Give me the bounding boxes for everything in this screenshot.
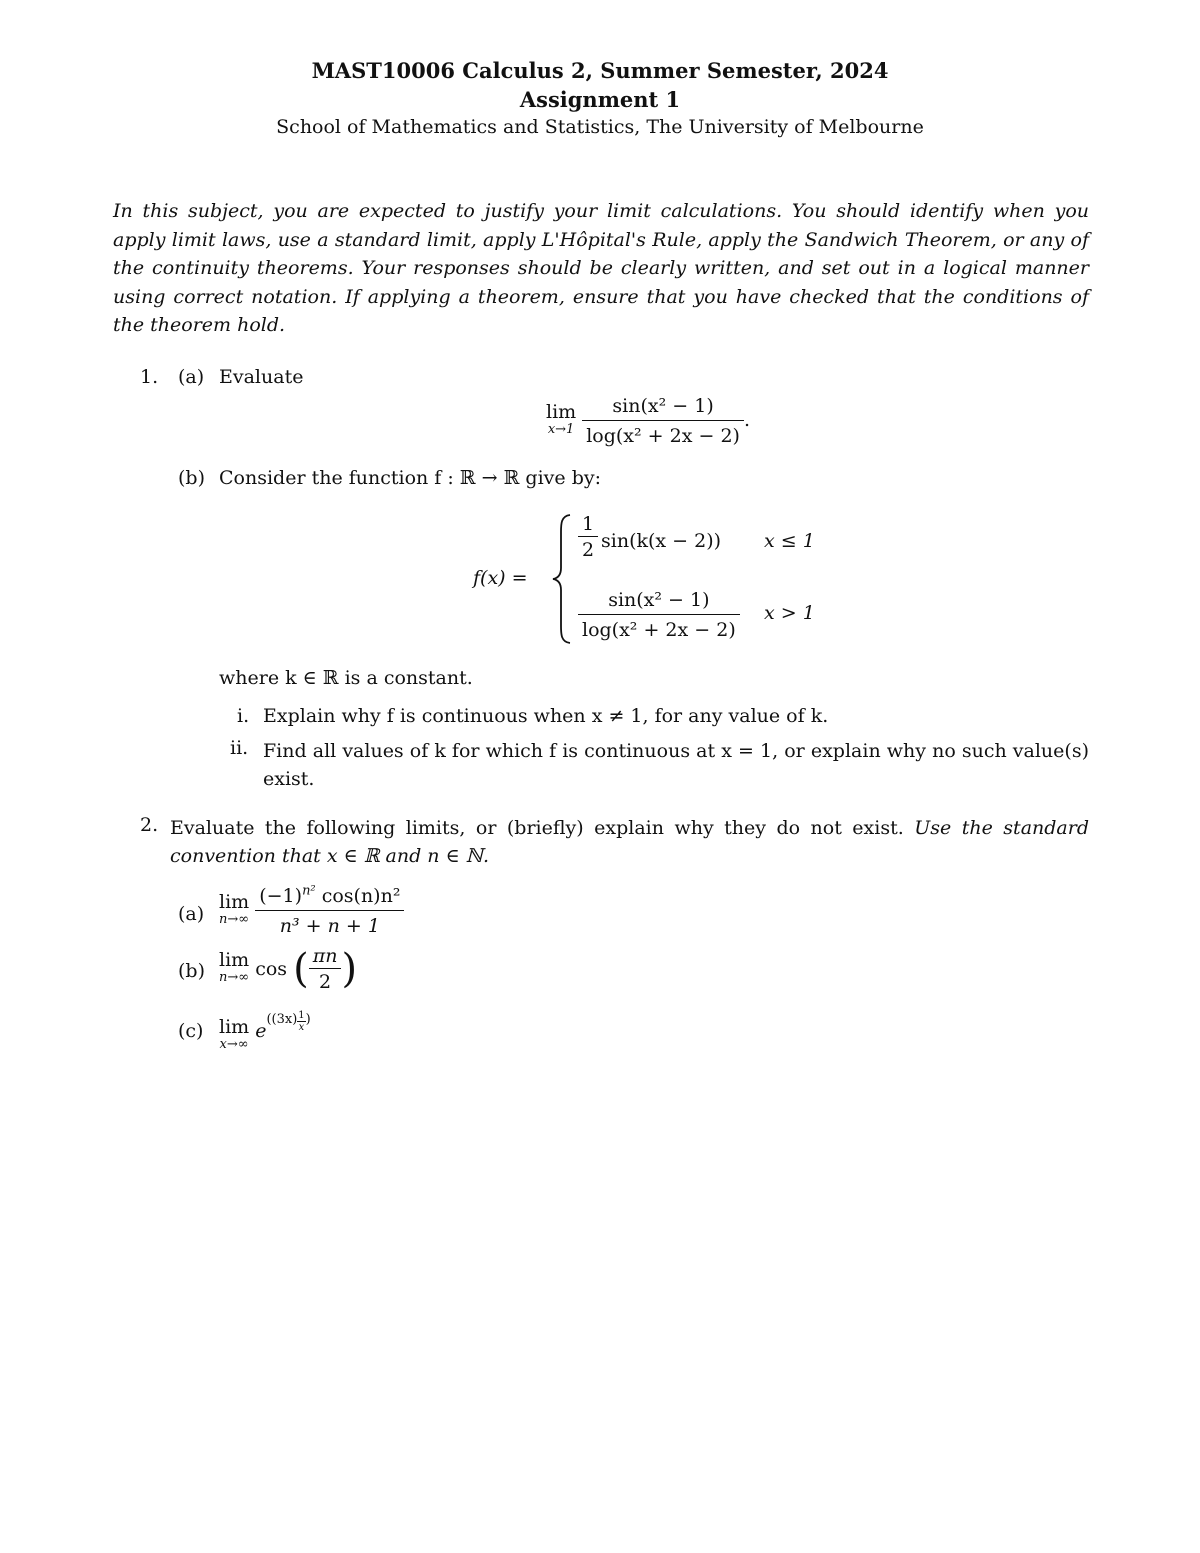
q2a-numerator-block <box>255 882 404 910</box>
q1b-brace <box>550 512 574 646</box>
q2c-exp-fraction <box>297 1010 305 1033</box>
document-title: MAST10006 Calculus 2, Summer Semester, 2024 <box>311 58 889 83</box>
q2b-denominator: 2 <box>309 968 342 994</box>
q2c-limit-expression <box>219 1012 311 1054</box>
q1b-case1-num: 1 <box>582 513 595 535</box>
q2b-lim: lim <box>219 949 250 971</box>
q2b-label: (b) <box>178 960 205 982</box>
q1a-text: Evaluate <box>219 366 304 388</box>
q1b-case2-num: sin(x² − 1) <box>608 589 710 611</box>
q1a-period: . <box>743 409 750 431</box>
q1a-limit-expression <box>546 392 750 450</box>
q2c-base: e <box>255 1020 267 1042</box>
q2a-lim: lim <box>219 891 250 913</box>
q1a-label: (a) <box>178 366 205 388</box>
document-subtitle: Assignment 1 <box>519 87 681 112</box>
q1b-text: Consider the function f : ℝ → ℝ give by: <box>219 467 601 489</box>
q2-number: 2. <box>140 814 159 836</box>
q2c-lim: lim <box>219 1016 250 1038</box>
school-name: School of Mathematics and Statistics, The University of Melbourne <box>276 116 924 138</box>
q1a-lim: lim <box>546 401 577 423</box>
q2c-label: (c) <box>178 1020 204 1042</box>
q2a-denominator: n³ + n + 1 <box>255 910 404 940</box>
q2c-exp-open: ((3x) <box>266 1012 298 1027</box>
q1-number: 1. <box>140 366 159 388</box>
q1a-numerator: sin(x² − 1) <box>612 395 714 417</box>
q2a-lim-sub: n→∞ <box>219 912 250 927</box>
q1b-case1-den: 2 <box>578 536 598 562</box>
q2c-exp-close: ) <box>305 1012 311 1027</box>
q2b-limit-expression <box>219 944 357 994</box>
q1b-label: (b) <box>178 467 205 489</box>
q2b-fraction <box>309 944 342 994</box>
q2b-cos: cos <box>255 958 288 980</box>
q1b-i-text: Explain why f is continuous when x ≠ 1, for any value of k. <box>263 705 829 727</box>
q1a-lim-sub: x→1 <box>547 422 575 437</box>
q1b-case2-den: log(x² + 2x − 2) <box>578 614 740 644</box>
q1b-ii-label: ii. <box>230 737 249 759</box>
q2a-label: (a) <box>178 903 205 925</box>
intro-paragraph: In this subject, you are expected to justify your limit calculations. You should identify when you apply limit laws, use a standard limit, apply L'Hôpital's Rule, apply the Sandwich Theorem, or any of the continuity theorems. Your responses should be clearly written, and set out in a logical manner using correct notation. If applying a theorem, ensure that you have checked that the conditions of the theorem hold. <box>113 200 1089 336</box>
q2c-exponent <box>266 1012 310 1033</box>
q2-text-italic: Use the standard convention that x ∈ ℝ and n ∈ ℕ. <box>170 817 1089 867</box>
q1a-fraction <box>582 392 744 450</box>
q2a-fraction <box>255 882 404 940</box>
q1b-case2-fraction <box>578 586 740 644</box>
q2b-numerator: πn <box>312 945 338 967</box>
q1b-case1-expr: sin(k(x − 2)) <box>601 530 722 552</box>
q2b-paren-open: ( <box>293 946 309 992</box>
q1b-lhs: f(x) = <box>473 567 528 589</box>
q2-text-block <box>170 814 1089 870</box>
q2c-exp-den: x <box>298 1022 305 1033</box>
q2c-lim-sub: x→∞ <box>219 1037 249 1052</box>
q2a-numerator-rest: cos(n)n² <box>321 885 401 907</box>
q2a-limit-expression <box>219 882 404 940</box>
q2c-exp-num: 1 <box>298 1010 305 1021</box>
q2b-paren-close: ) <box>341 946 358 992</box>
q2-text: Evaluate the following limits, or (briefly) explain why they do not exist. <box>170 817 904 839</box>
q2a-numerator: (−1) <box>259 885 303 907</box>
q1b-i-label: i. <box>237 705 250 727</box>
q1b-case1-cond: x ≤ 1 <box>764 530 815 552</box>
q1b-ii-text: Find all values of k for which f is continuous at x = 1, or explain why no such value(s) exist. <box>263 740 1089 790</box>
q2b-lim-sub: n→∞ <box>219 970 250 985</box>
q1b-where: where k ∈ ℝ is a constant. <box>219 667 473 689</box>
q1b-case2-cond: x > 1 <box>764 602 815 624</box>
q2a-numerator-sup: n² <box>302 883 316 899</box>
q1a-denominator: log(x² + 2x − 2) <box>582 420 744 450</box>
q1b-case1-fraction <box>578 512 598 562</box>
